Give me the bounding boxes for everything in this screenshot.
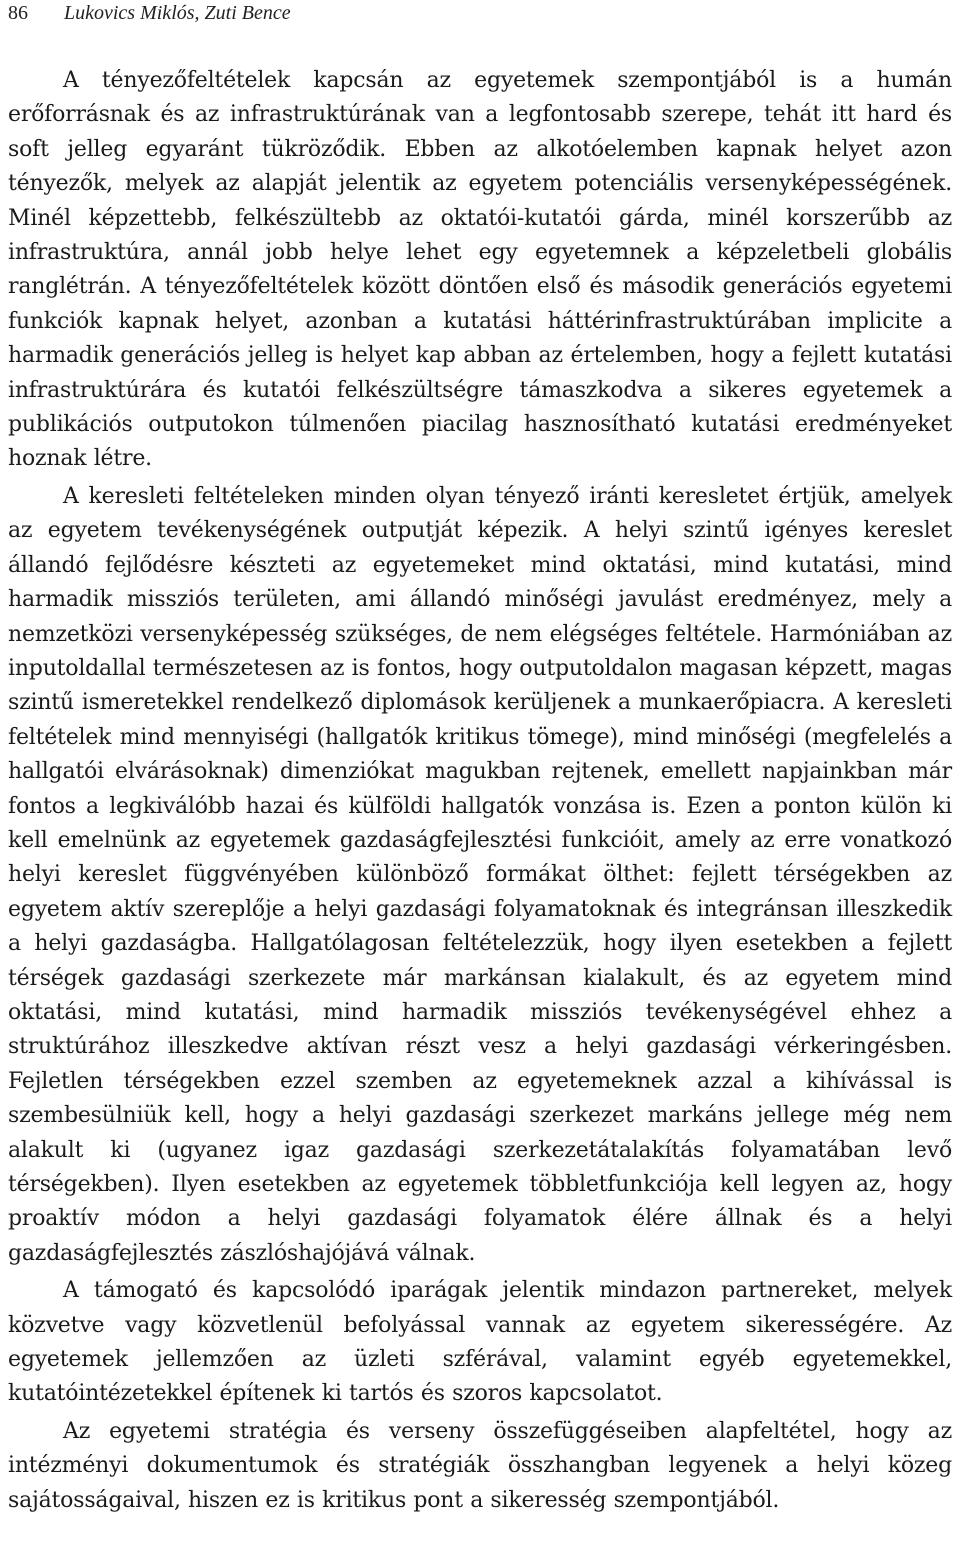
body-text — [8, 64, 952, 1521]
running-head-authors: Lukovics Miklós, Zuti Bence — [64, 2, 291, 24]
paragraph-demand-conditions: A keresleti feltételeken minden olyan tényező iránti keresletet értjük, amelyek az egyetem tevékenységének outputját képezik. A helyi szintű igényes kereslet állandó fejlődésre készteti az egyetemeket mind oktatási, mind kutatási, mind harmadik missziós területen, ami állandó minőségi javulást eredményez, mely a nemzetközi versenyképesség szükséges, de nem elégséges feltétele. Harmóniában az inputoldallal természetesen az is fontos, hogy outputoldalon magasan képzett, magas szintű ismeretekkel rendelkező diplomások kerüljenek a munkaerőpiacra. A keresleti feltételek mind mennyiségi (hallgatók kritikus tömege), mind minőségi (megfelelés a hallgatói elvárásoknak) dimenziókat magukban rejtenek, emellett napjainkban már fontos a legkiválóbb hazai és külföldi hallgatók vonzása is. Ezen a ponton külön ki kell emelnünk az egyetemek gazdaságfejlesztési funkcióit, amely az erre vonatkozó helyi kereslet függvényében különböző formákat ölthet: fejlett térségekben az egyetem aktív szereplője a helyi gazdasági folyamatoknak és integránsan illeszkedik a helyi gazdaságba. Hallgatólagosan feltételezzük, hogy ilyen esetekben a fejlett térségek gazdasági szerkezete már markánsan kialakult, és az egyetem mind oktatási, mind kutatási, mind harmadik missziós tevékenységével ehhez a struktúrához illeszkedve aktívan részt vesz a helyi gazdasági vérkeringésben. Fejletlen térségekben ezzel szemben az egyetemeknek azzal a kihívással is szembesülniük kell, hogy a helyi gazdasági szerkezet markáns jellege még nem alakult ki (ugyanez igaz gazdasági szerkezetátalakítás folyamatában levő térségekben). Ilyen esetekben az egyetemek többletfunkciója kell legyen az, hogy proaktív módon a helyi gazdasági folyamatok élére állnak és a helyi gazdaságfejlesztés zászlóshajójává válnak. — [8, 483, 952, 1266]
paragraph-strategy-rivalry: Az egyetemi stratégia és verseny összefüggéseiben alapfeltétel, hogy az intézményi dokumentumok és stratégiák összhangban legyenek a helyi közeg sajátosságaival, hiszen ez is kritikus pont a sikeresség szempontjából. — [8, 1418, 952, 1513]
page-number: 86 — [8, 2, 28, 24]
running-head — [8, 0, 952, 26]
paragraph-factor-conditions: A tényezőfeltételek kapcsán az egyetemek szempontjából is a humán erőforrásnak és az infrastruktúrának van a legfontosabb szerepe, tehát itt hard és soft jelleg egyaránt tükröződik. Ebben az alkotóelemben kapnak helyet azon tényezők, melyek az alapját jelentik az egyetem potenciális versenyképességének. Minél képzettebb, felkészültebb az oktatói-kutatói gárda, minél korszerűbb az infrastruktúra, annál jobb helye lehet egy egyetemnek a képzeletbeli globális ranglétrán. A tényezőfeltételek között döntően első és második generációs egyetemi funkciók kapnak helyet, azonban a kutatási háttérinfrastruktúrában implicite a harmadik generációs jelleg is helyet kap abban az értelemben, hogy a fejlett kutatási infrastruktúrára és kutatói felkészültségre támaszkodva a sikeres egyetemek a publikációs outputokon túlmenően piacilag hasznosítható kutatási eredményeket hoznak létre. — [8, 68, 952, 472]
paragraph-related-industries: A támogató és kapcsolódó iparágak jelentik mindazon partnereket, melyek közvetve vagy közvetlenül befolyással vannak az egyetem sikerességére. Az egyetemek jellemzően az üzleti szférával, valamint egyéb egyetemekkel, kutatóintézetekkel építenek ki tartós és szoros kapcsolatot. — [8, 1278, 952, 1407]
